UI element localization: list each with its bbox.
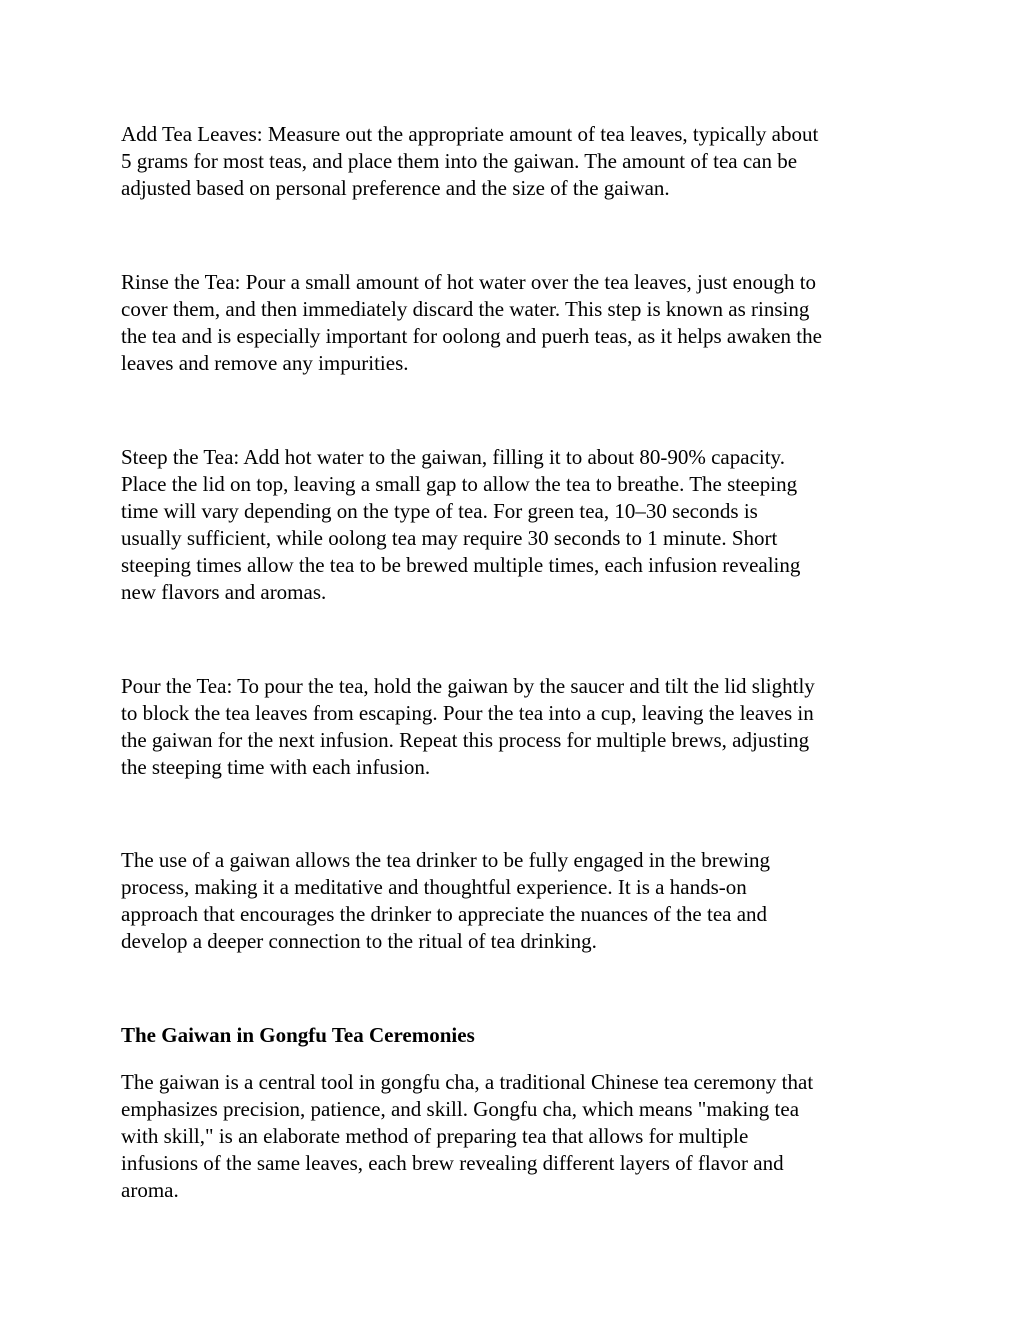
paragraph-add-tea-leaves: Add Tea Leaves: Measure out the appropriate amount of tea leaves, typically about 5 grams for most teas, and place them into the gaiwan. The amount of tea can be adjusted based on personal preference and the size of the gaiwan. <box>121 122 819 200</box>
paragraph-rinse-the-tea: Rinse the Tea: Pour a small amount of hot water over the tea leaves, just enough to cover them, and then immediately discard the water. This step is known as rinsing the tea and is especially important for oolong and puerh teas, as it helps awaken the leaves and remove any impurities. <box>121 270 822 375</box>
paragraph-steep-the-tea: Steep the Tea: Add hot water to the gaiwan, filling it to about 80-90% capacity. Place the lid on top, leaving a small gap to allow the tea to breathe. The steeping time will vary depending on the type of tea. For green tea, 10–30 seconds is usually sufficient, while oolong tea may require 30 seconds to 1 minute. Short steeping times allow the tea to be brewed multiple times, each infusion revealing new flavors and aromas. <box>121 445 801 604</box>
paragraph-gaiwan-engagement: The use of a gaiwan allows the tea drinker to be fully engaged in the brewing process, making it a meditative and thoughtful experience. It is a hands-on approach that encourages the drinker to appreciate the nuances of the tea and develop a deeper connection to the ritual of tea drinking. <box>121 848 771 953</box>
paragraph-gongfu-cha: The gaiwan is a central tool in gongfu cha, a traditional Chinese tea ceremony that emphasizes precision, patience, and skill. Gongfu cha, which means "making tea with skill," is an elaborate method of preparing tea that allows for multiple infusions of the same leaves, each brew revealing different layers of flavor and aroma. <box>121 1070 814 1202</box>
paragraph-pour-the-tea: Pour the Tea: To pour the tea, hold the gaiwan by the saucer and tilt the lid slightly to block the tea leaves from escaping. Pour the tea into a cup, leaving the leaves in the gaiwan for the next infusion. Repeat this process for multiple brews, adjusting the steeping time with each infusion. <box>121 674 815 779</box>
section-heading: The Gaiwan in Gongfu Tea Ceremonies <box>121 1023 475 1047</box>
